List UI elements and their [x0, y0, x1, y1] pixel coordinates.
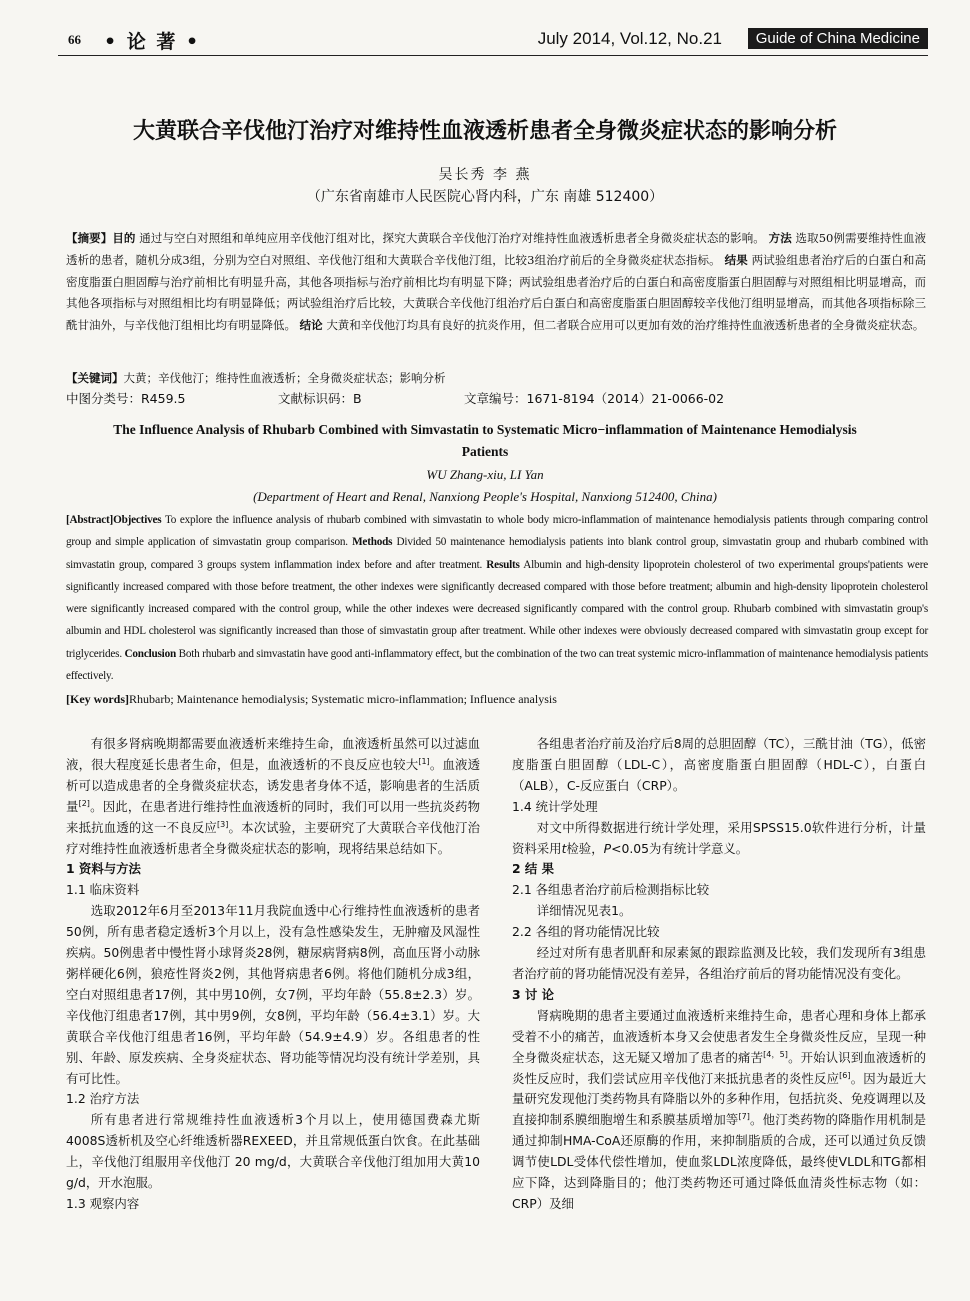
clc-number: 中图分类号：R459.5 — [66, 391, 186, 406]
reference-7: [7] — [738, 1112, 750, 1122]
header-rule — [58, 55, 928, 56]
journal-issue: July 2014, Vol.12, No.21 — [537, 29, 722, 48]
abstract-cn-conclusion-label: 结论 — [299, 318, 323, 333]
abstract-cn-objective: 通过与空白对照组和单纯应用辛伐他汀组对比，探究大黄联合辛伐他汀治疗对维持性血液透析患者全身微炎症状态的影响。 — [139, 231, 765, 245]
section-heading-1-1: 1.1 临床资料 — [66, 882, 140, 898]
reference-1: [1] — [418, 756, 430, 766]
paragraph-1-3: 各组患者治疗前及治疗后8周的总胆固醇（TC），三酰甘油（TG），低密度脂蛋白胆固醇（LDL-C），高密度脂蛋白胆固醇（HDL-C），白蛋白（ALB），C-反应蛋白（CRP）。 — [512, 736, 926, 793]
article-title-en: The Influence Analysis of Rhubarb Combined with Simvastatin to Systematic Micro−inflammation of Maintenance Hemodialysis Patients — [113, 422, 857, 459]
authors-cn: 吴长秀 李 燕 — [438, 167, 532, 183]
body-column-right — [512, 734, 926, 1215]
section-heading-2: 2 结 果 — [512, 861, 555, 877]
keywords-cn-label: 【关键词】 — [66, 371, 124, 385]
stats-text-a: 对文中所得数据进行统计学处理，采用SPSS15.0软件进行分析，计量资料采用 — [512, 819, 926, 856]
section-heading-1-3: 1.3 观察内容 — [66, 1195, 140, 1211]
affiliation-en: (Department of Heart and Renal, Nanxiong People's Hospital, Nanxiong 512400, China) — [253, 489, 717, 504]
body-column-left — [66, 734, 480, 1215]
discussion-text-b: 。开始认识到血液透析的炎性反应时，我们尝试应用辛伐他汀来抵抗患者的炎性反应 — [512, 1049, 927, 1086]
paragraph-1-2: 所有患者进行常规维持性血液透析3个月以上，使用德国费森尤斯4008S透析机及空心纤维透析器REXEED，并且常规低蛋白饮食。在此基础上，辛伐他汀组服用辛伐他汀 20 mg/d，大黄联合辛伐他汀组加用大黄10 g/d，开水泡服。 — [66, 1112, 480, 1191]
abstract-en-objectives: To explore the influence analysis of rhubarb combined with simvastatin to whole body micro-inflammation of maintenance hemodialysis patients through comparing control group and simple application of simvastatin group comparison. — [66, 514, 928, 549]
paragraph-3 — [512, 1006, 926, 1215]
keywords-cn — [66, 369, 926, 387]
affiliation-cn: （广东省南雄市人民医院心肾内科，广东 南雄 512400） — [306, 189, 664, 205]
abstract-cn-methods: 选取50例需要维持性血液透析的患者，随机分成3组，分别为空白对照组、辛伐他汀组和大黄联合辛伐他汀组，比较3组治疗前后的全身微炎症状态指标。 — [66, 231, 927, 267]
discussion-text-a: 肾病晚期的患者主要通过血液透析来维持生命，患者心理和身体上都承受着不小的痛苦，血液透析本身又会使患者发生全身微炎性反应，呈现一种全身微炎症状态，这无疑又增加了患者的痛苦 — [512, 1007, 926, 1065]
reference-6: [6] — [839, 1070, 851, 1080]
document-code: 文献标识码：B — [278, 391, 362, 406]
article-title-cn: 大黄联合辛伐他汀治疗对维持性血液透析患者全身微炎症状态的影响分析 — [132, 119, 837, 144]
paragraph-1-4 — [512, 818, 926, 860]
abstract-en-conclusion-label: Conclusion — [124, 647, 176, 660]
page-header — [58, 28, 928, 54]
intro-paragraph — [66, 734, 480, 859]
section-heading-1: 1 资料与方法 — [66, 861, 141, 877]
abstract-en-results: Albumin and high-density lipoprotein cholesterol of two experimental groups'patients were significantly increased compared with those before treatment, the other indexes were significantly decreased compared with those before treatment; albumin and high-density lipoprotein cholesterol were significantly increased compared with the control group, while the other indexes were decreased significantly compared with the control group. Rhubarb combined with simvastatin group's albumin and HDL cholesterol was significantly increased than those of simvastatin group after treatment. While other indexes were obviously decreased compared with simvastatin group except for triglycerides. — [66, 558, 928, 660]
discussion-text-d: 。他汀类药物的降脂作用机制是通过抑制HMA-CoA还原酶的作用，来抑制脂质的合成，还可以通过负反馈调节使LDL受体代偿性增加，使血浆LDL浓度降低，最终使VLDL和TG都相应下降，达到降脂目的；他汀类药物还可通过降低血清炎性标志物（如：CRP）及细 — [512, 1112, 927, 1211]
keywords-cn-text: 大黄；辛伐他汀；维持性血液透析；全身微炎症状态；影响分析 — [123, 371, 446, 385]
stats-t-symbol: t — [561, 840, 567, 856]
intro-text-a: 有很多肾病晚期都需要血液透析来维持生命，血液透析虽然可以过滤血液，很大程度延长患者生命，但是，血液透析的不良反应也较大 — [66, 736, 480, 772]
keywords-en-text: Rhubarb; Maintenance hemodialysis; Systematic micro-inflammation; Influence analysis — [129, 692, 557, 706]
keywords-en-label: [Key words] — [66, 692, 129, 706]
section-heading-3: 3 讨 论 — [512, 986, 555, 1002]
paragraph-1-1: 选取2012年6月至2013年11月我院血透中心行维持性血液透析的患者50例，所有患者稳定透析3个月以上，没有急性感染发生，无肿瘤及风湿性疾病。50例患者中慢性肾小球肾炎28例，糖尿病肾病8例，高血压肾小动脉粥样硬化6例，狼疮性肾炎2例，其他肾病患者6例。将他们随机分成3组，空白对照组患者17例，其中男10例，女7例，平均年龄（55.8±2.3）岁。辛伐他汀组患者17例，其中男9例，女8例，平均年龄（56.4±3.1）岁。大黄联合辛伐他汀组患者16例，平均年龄（54.9±4.9）岁。各组患者的性别、年龄、原发疾病、全身炎症状态、肾功能等情况均没有统计学差别，具有可比性。 — [66, 903, 480, 1086]
abstract-en-objectives-label: Objectives — [113, 514, 162, 526]
intro-text-b: 。血液透析可以造成患者的全身微炎症状态，诱发患者身体不适，影响患者的生活质量 — [66, 756, 481, 814]
authors-en: WU Zhang-xiu, LI Yan — [426, 467, 544, 482]
abstract-en-conclusion: Both rhubarb and simvastatin have good anti-inflammatory effect, but the combination of the two can treat systemic micro-inflammation of maintenance hemodialysis patients effectively. — [66, 647, 928, 683]
abstract-en-results-label: Results — [486, 558, 520, 571]
page-number: 66 — [68, 32, 81, 47]
article-number: 文章编号：1671-8194（2014）21-0066-02 — [464, 391, 725, 406]
section-heading-1-4: 1.4 统计学处理 — [512, 798, 598, 814]
keywords-en — [66, 690, 928, 708]
abstract-cn-methods-label: 方法 — [768, 231, 792, 245]
stats-p-symbol: P — [603, 840, 612, 856]
abstract-en-methods: Divided 50 maintenance hemodialysis patients into blank control group, simvastatin group and rhubarb combined with simvastatin group, compared 3 groups system inflammation index before and after treatment. — [66, 536, 928, 571]
stats-text-c: <0.05为有统计学意义。 — [611, 840, 749, 856]
abstract-en-methods-label: Methods — [352, 536, 393, 549]
abstract-cn-results-label: 结果 — [724, 252, 748, 267]
section-heading-2-1: 2.1 各组患者治疗前后检测指标比较 — [512, 882, 710, 898]
paragraph-2-2: 经过对所有患者肌酐和尿素氮的跟踪监测及比较，我们发现所有3组患者治疗前的肾功能情况没有差异，各组治疗前后的肾功能情况没有变化。 — [512, 945, 926, 981]
abstract-cn-conclusion: 大黄和辛伐他汀均具有良好的抗炎作用，但二者联合应用可以更加有效的治疗维持性血液透析患者的全身微炎症状态。 — [326, 318, 925, 333]
abstract-cn-label: 【摘要】目的 — [66, 231, 136, 245]
abstract-en — [66, 509, 928, 687]
abstract-en-label: [Abstract] — [66, 514, 114, 526]
abstract-cn — [66, 228, 926, 337]
stats-text-b: 检验， — [566, 840, 604, 856]
intro-text-d: 。本次试验，主要研究了大黄联合辛伐他汀治疗对维持性血液透析患者全身微炎症状态的影响，现将结果总结如下。 — [66, 819, 481, 856]
discussion-text-c: 。因为最近大量研究发现他汀类药物具有降脂以外的多种作用，包括抗炎、免疫调理以及直接抑制系膜细胞增生和系膜基质增加等 — [512, 1070, 927, 1128]
journal-name: Guide of China Medicine — [748, 28, 928, 49]
section-label: • 论 著 • — [104, 31, 201, 53]
section-heading-1-2: 1.2 治疗方法 — [66, 1091, 140, 1107]
abstract-cn-results: 两试验组患者治疗后的白蛋白和高密度脂蛋白胆固醇与治疗前相比有明显升高，其他各项指标与治疗前相比均有明显下降；两试验组患者治疗后的白蛋白和高密度脂蛋白胆固醇与对照组相比明显增高，而其他各项指标与对照组相比均有明显降低；两试验组治疗后比较，大黄联合辛伐他汀组治疗后白蛋白和高密度脂蛋白胆固醇较辛伐他汀组明显增高，而其他各项指标除三酰甘油外，与辛伐他汀组相比均有明显降低。 — [66, 252, 927, 333]
reference-4-5: [4，5] — [763, 1049, 788, 1059]
reference-2: [2] — [78, 798, 90, 808]
paragraph-2-1: 详细情况见表1。 — [536, 903, 632, 919]
section-heading-2-2: 2.2 各组的肾功能情况比较 — [512, 924, 660, 940]
reference-3: [3] — [217, 819, 229, 829]
intro-text-c: 。因此，在患者进行维持性血液透析的同时，我们可以用一些抗炎药物来抵抗血透的这一不良反应 — [66, 798, 481, 835]
